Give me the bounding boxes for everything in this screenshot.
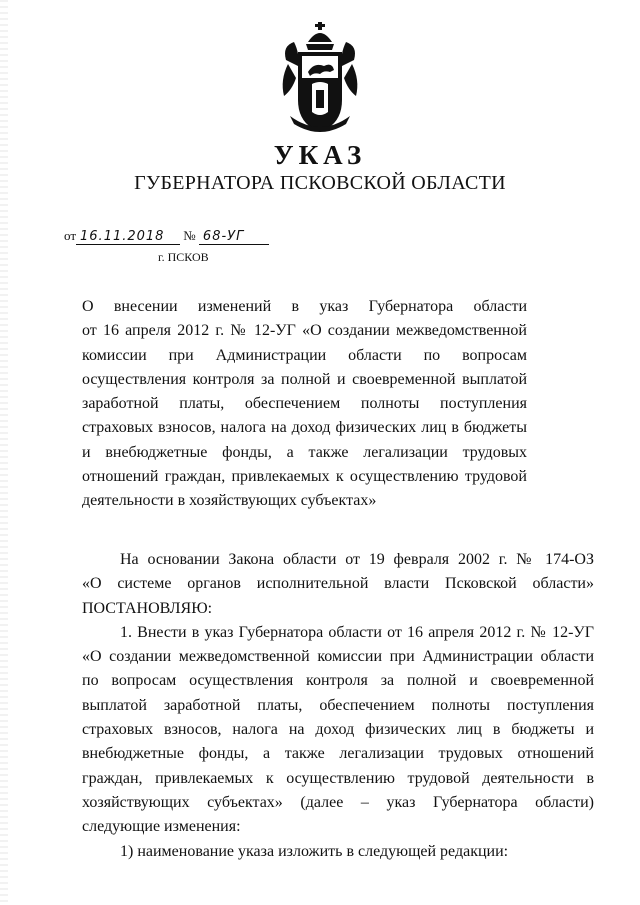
body-line: выплатой заработной платы, обеспечением полноты поступления [82, 696, 594, 714]
decree-body [82, 548, 594, 864]
subject-line: страховых взносов, налога на доход физических лиц в бюджеты [82, 419, 527, 437]
subject-line: комиссии при Администрации области по вопросам [82, 346, 527, 364]
city-label: г. ПСКОВ [158, 250, 209, 264]
number-label: № [183, 228, 196, 243]
subject-line: деятельности в хозяйствующих субъектах» [82, 492, 377, 510]
decree-subject [82, 295, 527, 514]
subject-line: и внебюджетные фонды, а также легализации трудовых [82, 443, 527, 461]
body-line: На основании Закона области от 19 февраля 2002 г. № 174-ОЗ [120, 551, 594, 568]
body-line: «О создании межведомственной комиссии при Администрации области [82, 648, 594, 666]
body-line: 1) наименование указа изложить в следующей редакции: [120, 842, 509, 860]
scan-edge [0, 0, 8, 905]
body-line: по вопросам осуществления контроля за полной и своевременной [82, 672, 594, 690]
document-subtitle: ГУБЕРНАТОРА ПСКОВСКОЙ ОБЛАСТИ [134, 172, 506, 194]
dateline [64, 228, 269, 245]
document-title: УКАЗ [273, 140, 367, 170]
subject-line: заработной платы, обеспечением полноты поступления [82, 395, 527, 413]
body-line: страховых взносов, налога на доход физических лиц в бюджеты и [82, 721, 594, 739]
subject-line: О внесении изменений в указ Губернатора области [82, 298, 527, 315]
body-line: граждан, привлекаемых к осуществлению трудовой деятельности в [82, 769, 594, 787]
resolution-word: ПОСТАНОВЛЯЮ: [82, 599, 213, 617]
body-line: «О системе органов исполнительной власти Псковской области» [82, 575, 594, 593]
subject-line: осуществления контроля за полной и своевременной выплатой [82, 370, 527, 388]
body-line: хозяйствующих субъектах» (далее – указ Губернатора области) [82, 793, 594, 811]
handwritten-date: 16.11.2018 [76, 229, 180, 245]
body-line: внебюджетные фонды, а также легализации трудовых отношений [82, 745, 594, 763]
subject-line: от 16 апреля 2012 г. № 12-УГ «О создании межведомственной [82, 322, 527, 340]
date-label: от [64, 228, 77, 243]
body-line: следующие изменения: [82, 818, 241, 836]
pskov-coat-of-arms-icon [278, 20, 362, 138]
handwritten-number: 68-УГ [199, 229, 269, 245]
subject-line: отношений граждан, привлекаемых к осуществлению трудовой [82, 468, 527, 486]
body-line: 1. Внести в указ Губернатора области от 16 апреля 2012 г. № 12-УГ [120, 623, 594, 641]
